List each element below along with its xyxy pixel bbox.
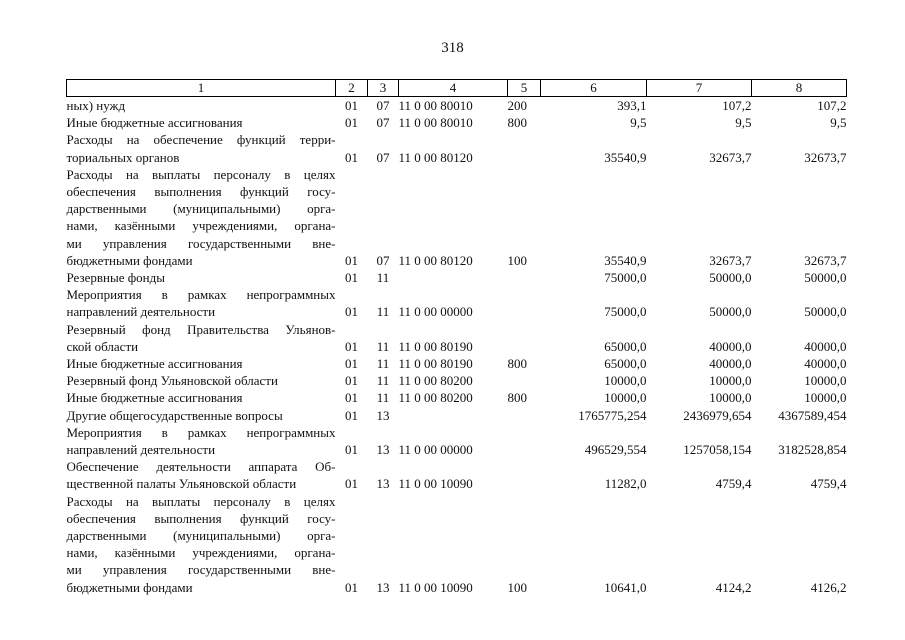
row-name-line: бюджетными фондами — [66, 252, 193, 268]
row-name-line: Расходы на выплаты персоналу в целях — [66, 493, 336, 509]
row-name-line: обеспечения выполнения функций госу- — [66, 184, 336, 200]
row-expense-type — [508, 269, 541, 286]
row-value-6: 10000,0 — [604, 373, 647, 389]
row-value-8: 107,2 — [817, 98, 847, 113]
page-number: 318 — [441, 40, 464, 56]
row-value-6: 1765775,254 — [578, 407, 647, 423]
row-article: 11 0 00 80120 — [398, 149, 473, 165]
row-name-line: Резервный фонд Ульяновской области — [66, 373, 278, 389]
header-row — [67, 80, 847, 97]
row-name-line: Резервный фонд Правительства Ульянов- — [66, 321, 336, 337]
header-col-2: 2 — [336, 80, 368, 97]
row-name-line: ториальных органов — [66, 149, 180, 165]
row-subsection: 11 — [376, 356, 390, 372]
table-row — [67, 389, 847, 406]
row-name-line: Другие общегосударственные вопросы — [66, 407, 283, 423]
table-row — [67, 355, 847, 372]
budget-table — [66, 79, 847, 596]
row-value-8: 4367589,454 — [778, 407, 847, 423]
row-value-8: 10000,0 — [804, 390, 847, 406]
row-name-line: Резервные фонды — [66, 270, 165, 286]
row-value-8: 10000,0 — [804, 373, 847, 389]
row-subsection: 07 — [376, 115, 390, 131]
row-subsection: 11 — [376, 338, 390, 354]
row-value-8: 32673,7 — [804, 252, 847, 268]
row-value-6: 11282,0 — [604, 476, 647, 492]
row-name-line: щественной палаты Ульяновской области — [66, 476, 297, 492]
row-name-line: ми управления государственными вне- — [66, 562, 336, 578]
row-subsection: 07 — [376, 149, 390, 165]
header-col-6: 6 — [541, 80, 647, 97]
row-name-line: Расходы на выплаты персоналу в целях — [66, 166, 336, 182]
row-value-7: 50000,0 — [709, 270, 752, 286]
row-name-line: дарственными (муниципальными) орга- — [66, 528, 336, 544]
row-name — [67, 407, 336, 424]
table-row — [67, 269, 847, 286]
row-article: 11 0 00 10090 — [398, 476, 473, 492]
row-value-8: 4126,2 — [810, 579, 847, 595]
row-name — [67, 131, 336, 165]
row-section: 01 — [345, 115, 358, 131]
row-value-6: 10641,0 — [604, 579, 647, 595]
row-name — [67, 424, 336, 458]
row-value-6: 35540,9 — [604, 252, 647, 268]
row-value-8: 50000,0 — [804, 270, 847, 286]
row-expense-type: 100 — [507, 252, 527, 268]
row-name-line: Мероприятия в рамках непрограммных — [66, 287, 336, 303]
row-section: 01 — [345, 373, 358, 389]
row-expense-type — [508, 407, 541, 424]
row-expense-type — [508, 131, 541, 165]
row-value-8: 3182528,854 — [778, 442, 847, 458]
row-name-line: Мероприятия в рамках непрограммных — [66, 424, 336, 440]
row-subsection: 13 — [376, 579, 390, 595]
row-value-6: 393,1 — [617, 98, 647, 113]
row-article: 11 0 00 80190 — [398, 356, 473, 372]
header-col-1: 1 — [67, 80, 336, 97]
row-value-7: 40000,0 — [709, 356, 752, 372]
row-value-7: 10000,0 — [709, 373, 752, 389]
row-name — [67, 372, 336, 389]
row-expense-type — [508, 458, 541, 492]
row-section: 01 — [345, 338, 358, 354]
row-name-line: Иные бюджетные ассигнования — [66, 115, 243, 131]
row-section: 01 — [345, 476, 358, 492]
row-subsection: 13 — [376, 442, 390, 458]
row-name-line: Иные бюджетные ассигнования — [66, 390, 243, 406]
header-col-5: 5 — [508, 80, 541, 97]
row-name-line: нами, казёнными учреждениями, органа- — [66, 545, 336, 561]
header-col-4: 4 — [399, 80, 508, 97]
row-section: 01 — [345, 270, 358, 286]
row-subsection: 11 — [376, 304, 390, 320]
table-row — [67, 131, 847, 165]
row-name — [67, 389, 336, 406]
row-name-line: бюджетными фондами — [66, 579, 193, 595]
table-row — [67, 166, 847, 269]
row-value-7: 50000,0 — [709, 304, 752, 320]
row-name-line: нами, казёнными учреждениями, органа- — [66, 218, 336, 234]
row-name — [67, 114, 336, 131]
row-section: 01 — [345, 390, 358, 406]
row-name-line: дарственными (муниципальными) орга- — [66, 201, 336, 217]
header-col-3: 3 — [368, 80, 399, 97]
header-col-8: 8 — [752, 80, 847, 97]
row-section: 01 — [345, 149, 358, 165]
row-value-6: 10000,0 — [604, 390, 647, 406]
row-article: 11 0 00 80120 — [398, 252, 473, 268]
row-name-line: ных) нужд — [66, 98, 126, 113]
row-value-7: 107,2 — [722, 98, 752, 113]
table-row — [67, 321, 847, 355]
row-article: 11 0 00 10090 — [398, 579, 473, 595]
row-section: 01 — [345, 304, 358, 320]
row-name-line: Иные бюджетные ассигнования — [66, 356, 243, 372]
row-value-6: 75000,0 — [604, 270, 647, 286]
row-article: 11 0 00 80010 — [398, 98, 473, 113]
row-section: 01 — [345, 356, 358, 372]
row-value-6: 9,5 — [630, 115, 647, 131]
row-value-6: 496529,554 — [584, 442, 647, 458]
row-section: 01 — [345, 442, 358, 458]
row-value-7: 32673,7 — [709, 252, 752, 268]
row-value-7: 2436979,654 — [683, 407, 752, 423]
row-value-7: 40000,0 — [709, 338, 752, 354]
row-article: 11 0 00 80200 — [398, 373, 473, 389]
row-article: 11 0 00 00000 — [398, 304, 473, 320]
row-value-8: 4759,4 — [810, 476, 847, 492]
row-expense-type: 800 — [507, 356, 527, 372]
row-name-line: направлений деятельности — [66, 304, 216, 320]
row-article — [399, 407, 508, 424]
row-name-line: обеспечения выполнения функций госу- — [66, 510, 336, 526]
row-article: 11 0 00 00000 — [398, 442, 473, 458]
row-name — [67, 97, 336, 115]
row-expense-type: 100 — [507, 579, 527, 595]
row-subsection: 11 — [376, 270, 390, 286]
header-col-7: 7 — [647, 80, 752, 97]
row-value-7: 4124,2 — [715, 579, 752, 595]
row-name — [67, 286, 336, 320]
row-value-8: 9,5 — [830, 115, 847, 131]
row-name — [67, 458, 336, 492]
table-row — [67, 97, 847, 115]
row-section: 01 — [345, 98, 358, 113]
row-expense-type — [508, 321, 541, 355]
row-value-8: 50000,0 — [804, 304, 847, 320]
table-row — [67, 372, 847, 389]
table-row — [67, 407, 847, 424]
row-expense-type: 800 — [507, 390, 527, 406]
row-value-6: 75000,0 — [604, 304, 647, 320]
row-expense-type: 200 — [507, 98, 527, 113]
row-name — [67, 493, 336, 596]
row-subsection: 07 — [376, 252, 390, 268]
row-subsection: 11 — [376, 390, 390, 406]
row-subsection: 11 — [376, 373, 390, 389]
row-name-line: ской области — [66, 338, 139, 354]
row-name-line: Обеспечение деятельности аппарата Об- — [66, 459, 336, 475]
row-value-7: 10000,0 — [709, 390, 752, 406]
table-row — [67, 114, 847, 131]
row-expense-type — [508, 372, 541, 389]
row-value-7: 32673,7 — [709, 149, 752, 165]
table-row — [67, 286, 847, 320]
row-article — [399, 269, 508, 286]
row-name-line: ми управления государственными вне- — [66, 235, 336, 251]
row-expense-type: 800 — [507, 115, 527, 131]
row-value-6: 35540,9 — [604, 149, 647, 165]
row-subsection: 13 — [376, 476, 390, 492]
row-article: 11 0 00 80190 — [398, 338, 473, 354]
table-row — [67, 493, 847, 596]
row-name — [67, 355, 336, 372]
row-value-7: 9,5 — [735, 115, 752, 131]
row-section: 01 — [345, 252, 358, 268]
table-body — [67, 97, 847, 596]
row-section: 01 — [345, 579, 358, 595]
row-article: 11 0 00 80010 — [398, 115, 473, 131]
row-name-line: Расходы на обеспечение функций терри- — [66, 132, 336, 148]
row-value-8: 32673,7 — [804, 149, 847, 165]
row-article: 11 0 00 80200 — [398, 390, 473, 406]
row-value-7: 1257058,154 — [683, 442, 752, 458]
row-name — [67, 269, 336, 286]
row-expense-type — [508, 424, 541, 458]
row-subsection: 07 — [376, 98, 390, 113]
row-section: 01 — [345, 407, 358, 423]
row-value-6: 65000,0 — [604, 356, 647, 372]
row-value-8: 40000,0 — [804, 356, 847, 372]
row-value-7: 4759,4 — [715, 476, 752, 492]
row-subsection: 13 — [376, 407, 390, 423]
row-value-8: 40000,0 — [804, 338, 847, 354]
row-name — [67, 321, 336, 355]
row-expense-type — [508, 286, 541, 320]
row-value-6: 65000,0 — [604, 338, 647, 354]
table-row — [67, 458, 847, 492]
row-name-line: направлений деятельности — [66, 442, 216, 458]
row-name — [67, 166, 336, 269]
table-row — [67, 424, 847, 458]
